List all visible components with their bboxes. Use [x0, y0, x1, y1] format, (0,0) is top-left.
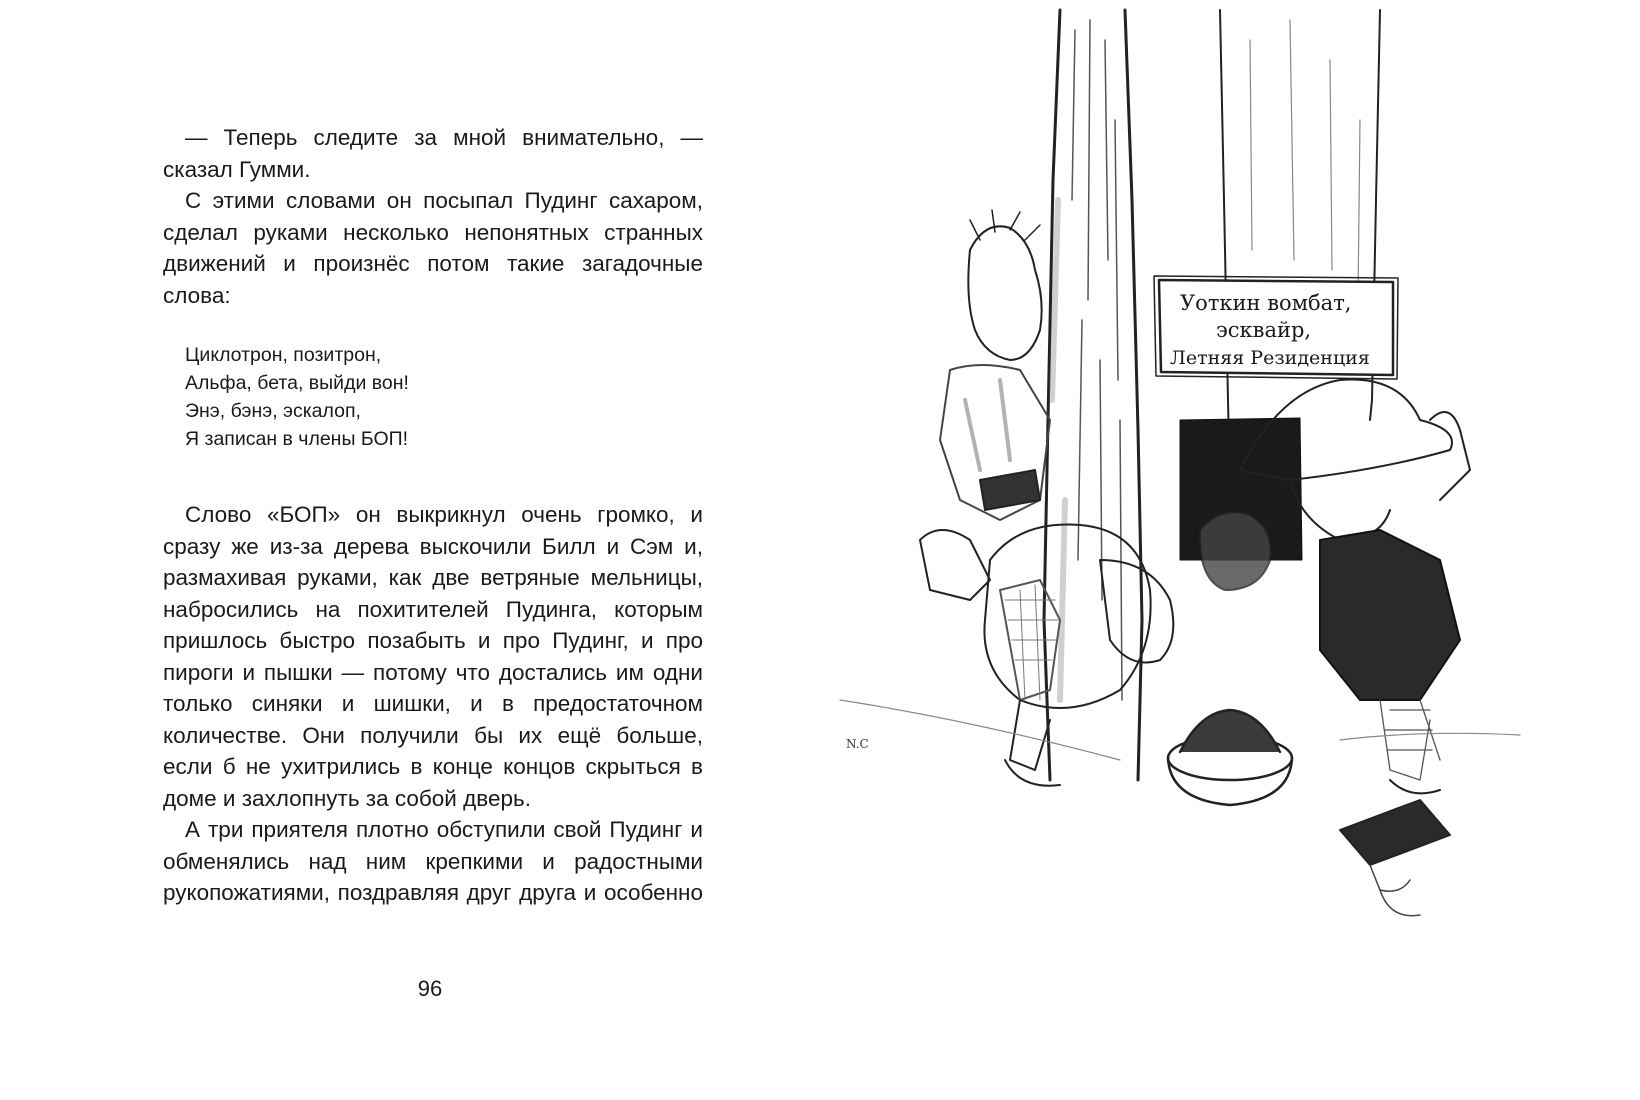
sign-line-3: Летняя Резиденция — [1170, 347, 1370, 369]
paragraph-4: А три приятеля плотно обступили свой Пудинг и обменялись над ним крепкими и радостными рукопожатиями, поздравляя друг друга и особенно — [163, 817, 703, 905]
sign-line-2: эсквайр, — [1216, 318, 1312, 342]
paragraph-3: Слово «БОП» он выкрикнул очень громко, и сразу же из-за дерева выскочили Билл и Сэм и, размахивая руками, как две ветряные мельницы, набросились на похитителей Пудинга, которым пришлось быстро позабыть и про Пудинг, и про пироги и пышки — потому что достались им одни только синяки и шишки, и в предостаточном количестве. Они получили бы их ещё больше, если б не ухитрились в конце концов скрыться в доме и захлопнуть за собой дверь. — [163, 502, 703, 811]
verse-line: Я записан в члены БОП! — [185, 428, 409, 450]
right-page — [820, 0, 1640, 1100]
page-text — [163, 122, 703, 909]
paragraph-1: — Теперь следите за мной внимательно, — сказал Гумми. — [163, 125, 703, 182]
tree-trunk-drawing — [1044, 10, 1380, 780]
pudding-bowl-drawing — [1168, 710, 1292, 805]
small-animal-drawing — [1200, 512, 1271, 590]
page-number: 96 — [417, 976, 443, 1001]
verse-line: Альфа, бета, выйди вон! — [185, 372, 409, 394]
verse-line: Энэ, бэнэ, эскалоп, — [185, 400, 361, 422]
paragraph-2: С этими словами он посыпал Пудинг сахаром, сделал руками несколько непонятных странных движений и произнёс потом такие загадочные слова: — [163, 188, 703, 308]
verse — [185, 341, 703, 453]
artist-signature: N.C — [846, 737, 869, 751]
sign-line-1: Уоткин вомбат, — [1180, 291, 1352, 315]
wallet-drawing — [1340, 800, 1450, 916]
pencil-illustration — [820, 0, 1640, 1100]
left-character-drawing — [920, 210, 1050, 600]
pig-character-drawing — [984, 524, 1173, 785]
verse-line: Циклотрон, позитрон, — [185, 344, 382, 366]
